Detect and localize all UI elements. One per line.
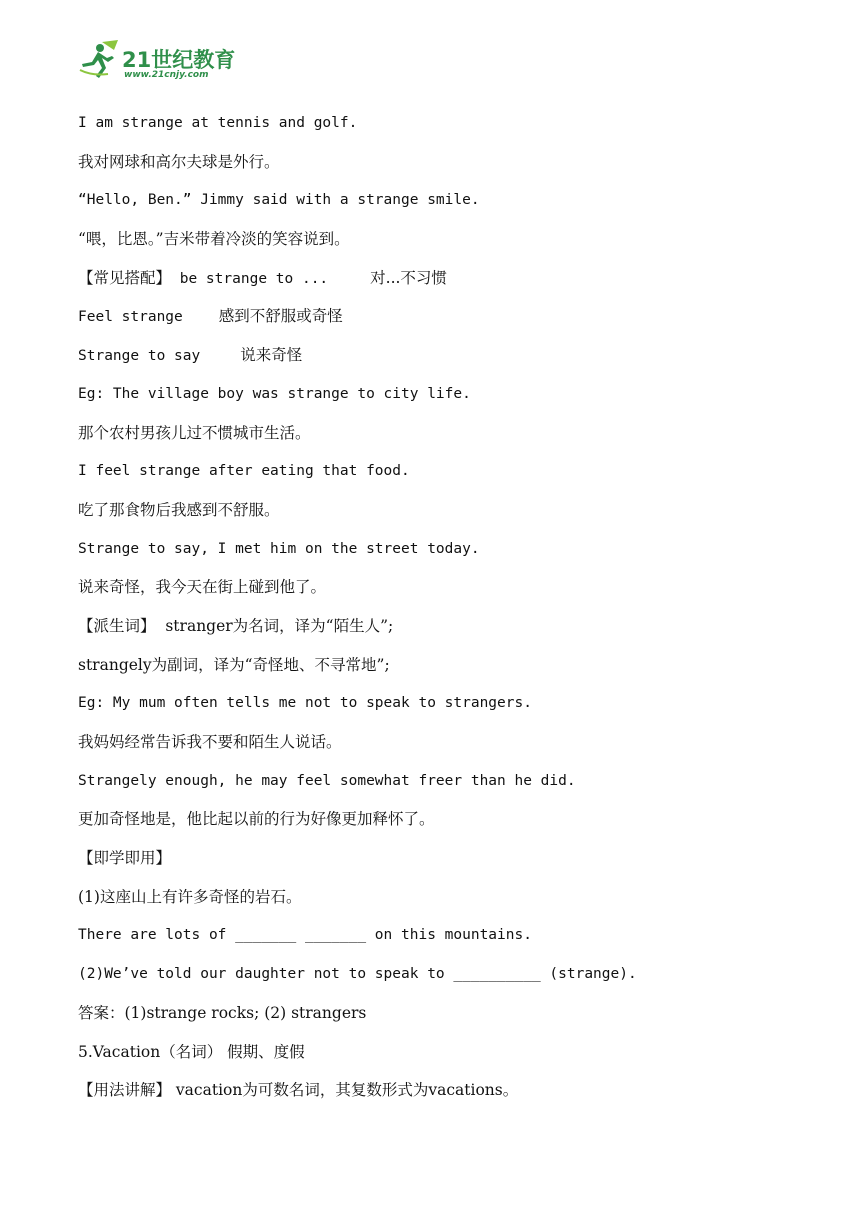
text-line: Strange to say, I met him on the street today. — [78, 540, 480, 557]
logo-text: 21世纪教育 — [122, 48, 236, 72]
text-line: 说来奇怪，我今天在街上碰到他了。 — [78, 578, 327, 597]
collocation-line — [78, 340, 798, 379]
exercise-blank: (2)We’ve told our daughter not to speak to __________ (strange). — [78, 966, 637, 983]
text-line: I feel strange after eating that food. — [78, 463, 410, 480]
text-line: Strangely enough, he may feel somewhat freer than he did. — [78, 772, 576, 789]
document-body — [78, 108, 798, 1114]
phrase-cn: 说来奇怪 — [240, 346, 303, 365]
text-line: 我妈妈经常告诉我不要和陌生人说话。 — [78, 733, 342, 751]
text-line: 【用法讲解】 vacation为可数名词，其复数形式为vacations。 — [78, 1081, 519, 1100]
answer-line: 答案：(1)strange rocks; (2) strangers — [78, 1003, 367, 1022]
text-line: 【派生词】 stranger为名词，译为“陌生人”; — [78, 616, 394, 635]
collocation-line — [78, 263, 798, 302]
text-line: “Hello, Ben.” Jimmy said with a strange smile. — [78, 192, 480, 209]
text-line: 更加奇怪地是，他比起以前的行为好像更加释怀了。 — [78, 810, 435, 829]
exercise-question: (1)这座山上有许多奇怪的岩石。 — [78, 887, 302, 906]
text-line: “喂，比恩。”吉米带着冷淡的笑容说到。 — [78, 230, 350, 249]
text-line: Eg: My mum often tells me not to speak to strangers. — [78, 695, 532, 712]
text-line: 吃了那食物后我感到不舒服。 — [78, 500, 280, 519]
text-line: 那个农村男孩儿过不惯城市生活。 — [78, 423, 311, 442]
section-heading: 【即学即用】 — [78, 849, 172, 868]
section-tag: 【常见搭配】 — [78, 268, 172, 287]
exercise-blank: There are lots of _______ _______ on this mountains. — [78, 927, 532, 944]
text-line: Eg: The village boy was strange to city life. — [78, 385, 471, 402]
runner-icon — [78, 40, 122, 80]
phrase-cn: 对...不习惯 — [370, 268, 447, 287]
site-logo — [78, 40, 248, 84]
phrase-en: Feel strange — [78, 309, 183, 326]
text-line: I am strange at tennis and golf. — [78, 115, 358, 131]
text-line: strangely为副词，译为“奇怪地、不寻常地”; — [78, 655, 390, 674]
phrase-cn: 感到不舒服或奇怪 — [218, 307, 343, 326]
phrase-en: Strange to say — [78, 348, 201, 365]
collocation-line — [78, 301, 798, 340]
vocab-heading: 5.Vacation（名词） 假期、度假 — [78, 1042, 305, 1061]
phrase-en: be strange to ... — [171, 270, 329, 287]
text-line: 我对网球和高尔夫球是外行。 — [78, 152, 280, 171]
logo-url: www.21cnjy.com — [124, 70, 209, 80]
